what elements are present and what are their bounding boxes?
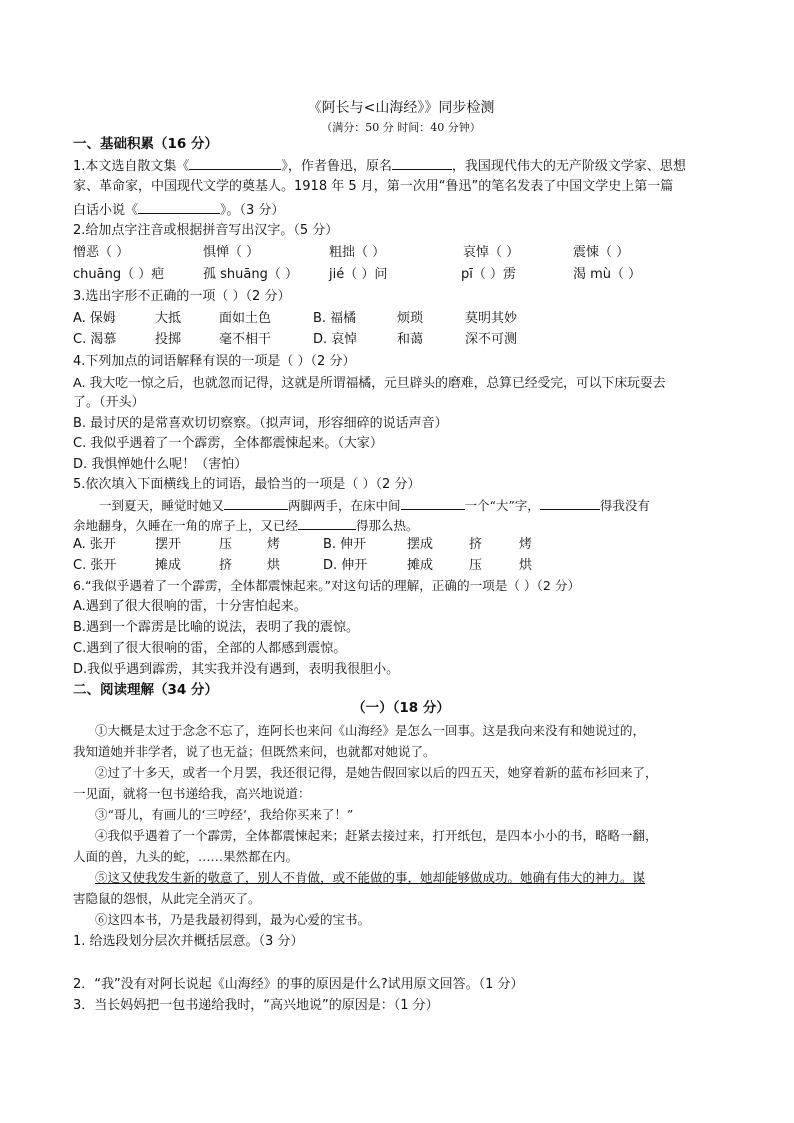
q5-word: 烤: [267, 537, 281, 552]
q1-blank-1[interactable]: [189, 155, 281, 170]
passage-para4-line1: ④我似乎遇着了一个霹雳，全体都震悚起来；赶紧去接过来，打开纸包，是四本小小的书，略略一翻，: [95, 828, 658, 843]
q2-item[interactable]: 粗拙（ ）: [329, 245, 386, 260]
passage-para3: ③“哥儿，有画儿的‘三哼经’，我给你买来了！”: [95, 807, 354, 822]
passage-para5-line2: 害隐鼠的怨恨，从此完全消灭了。: [73, 891, 261, 906]
q2-item[interactable]: jié（ ）问: [329, 267, 388, 282]
q1-text-c: ，我国现代伟大的无产阶级文学家、思想: [451, 159, 686, 174]
passage-para2-line2: 一见面，就将一包书递给我，高兴地说道：: [73, 786, 311, 801]
q2-item[interactable]: 震悚（ ）: [573, 245, 630, 260]
q5-word: 摊成: [155, 558, 182, 573]
q2-item[interactable]: 惧惮（ ）: [203, 245, 260, 260]
page-subtitle: （满分：50 分 时间：40 分钟）: [321, 121, 481, 134]
q5-blank-1[interactable]: [224, 495, 288, 510]
q1-line1: [73, 155, 686, 177]
q5-word: 压: [469, 558, 483, 573]
q5-blank-4[interactable]: [298, 515, 356, 530]
q5-text: 一到夏天，睡觉时她又: [99, 498, 225, 513]
q1-text-b: 》，作者鲁迅，原名: [281, 159, 392, 174]
q3-word: 面如土色: [219, 311, 272, 326]
q5-word: 烤: [519, 537, 533, 552]
q3-word: 莫明其妙: [465, 311, 518, 326]
reading-question-1: 1. 给选段划分层次并概括层意。（3 分）: [73, 934, 304, 949]
q5-word: 挤: [219, 558, 233, 573]
part1-heading: （一）（18 分）: [352, 700, 450, 716]
q6-option-a[interactable]: A.遇到了很大很响的雷，十分害怕起来。: [73, 599, 307, 614]
q5-word: 挤: [469, 537, 483, 552]
q5-option[interactable]: B. 伸开: [323, 537, 367, 552]
q5-word: 烘: [267, 558, 281, 573]
page-title: 《阿长与<山海经》》同步检测: [307, 100, 495, 116]
q5-blank-2[interactable]: [401, 495, 465, 510]
q5-passage-line1: [73, 495, 650, 516]
q1-text-a: 1.本文选自散文集《: [73, 159, 190, 174]
q5-word: 烘: [519, 558, 533, 573]
q4-option-c[interactable]: C. 我似乎遇着了一个霹雳，全体都震悚起来。（大家）: [73, 436, 383, 451]
q2-stem: 2.给加点字注音或根据拼音写出汉字。（5 分）: [73, 223, 339, 238]
q4-option-a[interactable]: A. 我大吃一惊之后，也就忽而记得，这就是所谓福橘，元旦辟头的磨难，总算已经受完，可以下床玩耍去: [73, 376, 666, 391]
q5-option[interactable]: A. 张开: [73, 537, 116, 552]
q5-word: 压: [219, 537, 233, 552]
q2-item[interactable]: chuāng（ ）疤: [73, 267, 165, 282]
q5-option[interactable]: C. 张开: [73, 558, 117, 573]
q2-item[interactable]: 渴 mù（ ）: [573, 267, 642, 282]
q3-word: 和蔼: [397, 332, 424, 347]
q3-word: 投掷: [155, 332, 182, 347]
passage-para2-line1: ②过了十多天，或者一个月罢，我还很记得，是她告假回家以后的四五天，她穿着新的蓝布衫回来了，: [95, 765, 658, 780]
q5-text: 一个“大”字，: [464, 498, 540, 513]
reading-question-3: 3．当长妈妈把一包书递给我时，“高兴地说”的原因是：（1 分）: [73, 998, 439, 1013]
q5-word: 摆开: [155, 537, 182, 552]
q3-stem: 3.选出字形不正确的一项（ ）（2 分）: [73, 289, 291, 304]
q5-option[interactable]: D. 伸开: [323, 558, 368, 573]
q5-text: 得我没有: [599, 498, 650, 513]
q1-blank-3[interactable]: [138, 199, 220, 214]
q2-item[interactable]: 憎恶（ ）: [73, 245, 130, 260]
q4-option-d[interactable]: D. 我惧惮她什么呢！（害怕）: [73, 457, 248, 472]
q3-option[interactable]: D. 哀悼: [313, 332, 358, 347]
q5-passage-line2: [73, 515, 419, 536]
q1-line3: [73, 199, 284, 221]
q2-item[interactable]: pī（ ）雳: [461, 267, 516, 282]
passage-para4-line2: 人面的兽，九头的蛇，……果然都在内。: [73, 849, 299, 864]
q1-line2: 家、革命家，中国现代文学的奠基人。1918 年 5 月，第一次用“鲁迅”的笔名发表了中国文学史上第一篇: [73, 179, 674, 194]
q6-stem: 6.“我似乎遇着了一个霹雳，全体都震悚起来。”对这句话的理解，正确的一项是（ ）（2 分）: [73, 578, 581, 593]
q6-option-b[interactable]: B.遇到一个霹雳是比喻的说法，表明了我的震惊。: [73, 620, 360, 635]
q6-option-d[interactable]: D.我似乎遇到霹雳，其实我并没有遇到，表明我很胆小。: [73, 662, 400, 677]
q1-text-e: 》。（3 分）: [220, 203, 285, 218]
q5-word: 摊成: [407, 558, 434, 573]
section1-heading: 一、基础积累（16 分）: [73, 136, 218, 152]
passage-para6: ⑥这四本书，乃是我最初得到，最为心爱的宝书。: [95, 912, 371, 927]
q5-text: 余地翻身，久睡在一角的席子上，又已经: [73, 518, 299, 533]
q4-option-a-cont: 了。（开头）: [73, 395, 145, 410]
q3-option[interactable]: C. 渴慕: [73, 332, 117, 347]
q3-word: 毫不相干: [219, 332, 272, 347]
q5-text: 得那么热。: [356, 518, 419, 533]
passage-para1-line1: ①大概是太过于念念不忘了，连阿长也来问《山海经》是怎么一回事。这是我向来没有和她说过的，: [95, 723, 646, 738]
q3-word: 深不可测: [465, 332, 518, 347]
q4-stem: 4.下列加点的词语解释有误的一项是（ ）（2 分）: [73, 354, 356, 369]
q4-option-b[interactable]: B. 最讨厌的是常喜欢切切察察。（拟声词，形容细碎的说话声音）: [73, 416, 448, 431]
q5-text: 两脚两手，在床中间: [288, 498, 401, 513]
q3-word: 大抵: [155, 311, 182, 326]
q2-item[interactable]: 哀悼（ ）: [463, 245, 520, 260]
q5-word: 摆成: [407, 537, 434, 552]
passage-para1-line2: 我知道她并非学者，说了也无益；但既然来问，也就都对她说了。: [73, 744, 436, 759]
q2-item[interactable]: 孤 shuāng（ ）: [203, 267, 298, 282]
q6-option-c[interactable]: C.遇到了很大很响的雷，全部的人都感到震惊。: [73, 641, 347, 656]
q3-option[interactable]: B. 福橘: [313, 311, 357, 326]
q3-word: 烦琐: [397, 311, 424, 326]
q5-stem: 5.依次填入下面横线上的词语，最恰当的一项是（ ）（2 分）: [73, 477, 421, 492]
q3-option[interactable]: A. 保姆: [73, 311, 116, 326]
passage-para5-line1: ⑤这又使我发生新的敬意了，别人不肯做，或不能做的事，她却能够做成功。她确有伟大的神力。谋: [95, 870, 646, 885]
q5-blank-3[interactable]: [540, 495, 600, 510]
q1-blank-2[interactable]: [392, 155, 452, 170]
reading-question-2: 2．“我”没有对阿长说起《山海经》的事的原因是什么?试用原文回答。（1 分）: [73, 977, 524, 992]
q1-text-d: 白话小说《: [73, 203, 139, 218]
section2-heading: 二、阅读理解（34 分）: [73, 682, 218, 698]
